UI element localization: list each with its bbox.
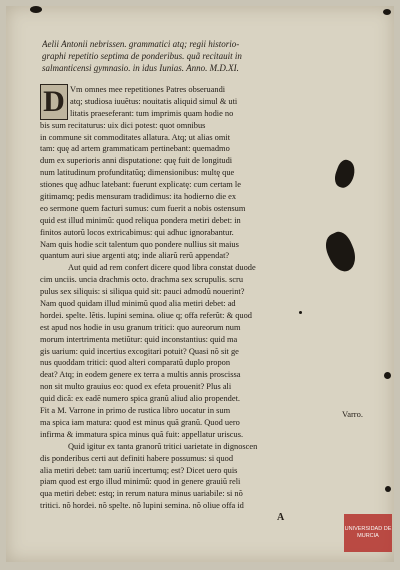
text-line: Fit a M. Varrone in primo de rustica libro uocatur in sum: [40, 406, 231, 416]
text-line: quid dicã: ex eadẽ numero spica granũ aliud alio propendet.: [40, 394, 240, 404]
university-watermark: [344, 514, 392, 552]
text-line: pulus sex siliquis: si siliqua quid sit: pauci admodũ nouerint?: [40, 287, 245, 297]
text-line: cim unciis. uncia drachmis octo. drachma sex scrupulis. scru: [40, 275, 244, 285]
text-line: nus quoddam tritici: quod alteri comparatũ duplo propon: [40, 358, 231, 368]
text-line: quantum auri siue argenti atq; inde aliarũ rerũ appendat?: [40, 251, 230, 261]
ink-stain: [30, 6, 42, 13]
ink-stain: [384, 372, 391, 379]
text-line: atq; studiosa iuuẽtus: nouitatis aliquid simul & uti: [70, 96, 238, 106]
text-line: litatis praeseferant: tum imprimis quam hodie no: [70, 108, 234, 118]
watermark-line: UNIVERSIDAD DE: [344, 526, 392, 532]
text-line: dum ex superioris anni disputatione: quę fuit de longitudi: [40, 156, 233, 166]
title-line: Aelii Antonii nebrissen. grammatici atq; regii historio-: [42, 39, 240, 49]
title-line: graphi repetitio septima de ponderibus. quã recitauit in: [42, 51, 242, 61]
title-line: salmanticensi gymnasio. in idus Iunias. Anno. M.D.XI.: [42, 63, 239, 73]
text-line: gitimamq; pedis mensuram tradidimus: ita hodierno die ex: [40, 192, 237, 202]
text-line: Vm omnes mee repetitiones Patres obseruandi: [70, 85, 226, 94]
page-title: [42, 38, 342, 74]
text-line: deat? Atq; in eodem genere ex terra a multis annis proscissa: [40, 370, 241, 380]
text-line: num latitudinum profunditatũq; dimensionibus: multę que: [40, 168, 235, 178]
text-line: infirma & immatura spica minus quã fuit: appellatur uriscus.: [40, 429, 244, 439]
ink-stain: [383, 9, 391, 15]
text-line: hordei. spelte. lẽtis. lupini semina. oliue q; offa referũt: & quod: [40, 310, 252, 320]
text-line: gis uarium: quid incertius excogitari potuit? Quasi nõ sit ge: [40, 346, 239, 356]
text-line: tritici. nõ hordei. nõ spelte. nõ lupini semina. nõ oliue offa id: [40, 501, 244, 511]
decorated-initial: D: [40, 84, 68, 120]
watermark-line: MURCIA: [357, 533, 379, 539]
text-line: Nam quod quidam illud minimũ quod alia metiri debet: ad: [40, 299, 236, 309]
text-line: qua metiri debet: estq; in rerum natura minus uariabile: si nõ: [40, 489, 243, 499]
text-line: dis ponderibus certi aut definiti habere possumus: si quod: [40, 453, 234, 463]
text-line: in commune sit commoditates allatura. Atq; ut alias omit: [40, 132, 231, 142]
text-line: piam quod est ergo illud minimũ: quod in genere grauiũ reli: [40, 477, 241, 487]
text-line: est apud nos hodie in usu granum tritici: quo aureorum num: [40, 322, 241, 332]
text-line: alia metiri debet: tam uariũ incertumq; est? Dicet uero quis: [40, 465, 238, 475]
signature-mark: A: [277, 512, 285, 523]
text-line: stiones quę adhuc latebant: fuerunt explicatę: cum certam le: [40, 180, 241, 190]
text-line: Nam quis hodie scit talentum quo pondere nullius sit maius: [40, 239, 239, 249]
text-line: Aut quid ad rem confert dicere quod libra constat duode: [68, 263, 256, 273]
text-line: Quid igitur ex tanta granorũ tritici uarietate in dignoscen: [68, 441, 258, 451]
text-line: morum intertrimenta metiũtur: quid inconstantius: quid ma: [40, 334, 238, 344]
text-line: bis sum recitaturus: uix dici potest: quot omnibus: [40, 120, 206, 130]
ink-stain: [385, 486, 391, 492]
marginal-note: Varro.: [342, 409, 364, 419]
text-line: non sit multo grauius eo: quod ex efeta prouenit? Plus ali: [40, 382, 232, 392]
text-line: finitos autorũ locos extricabimus: qui adhuc ignorabantur.: [40, 227, 234, 237]
text-line: ma spica iam matura: quod est minus quã granũ. Quod uero: [40, 417, 240, 427]
body-text: [40, 84, 338, 512]
text-line: quid est illud minimũ: quod reliqua pondera metiri debet: in: [40, 215, 241, 225]
text-line: tam: quę ad artem grammaticam pertinebant: quemadmo: [40, 144, 230, 154]
text-line: eo sermone quem facturi sumus: cum fuerit a nobis ostensum: [40, 203, 246, 213]
